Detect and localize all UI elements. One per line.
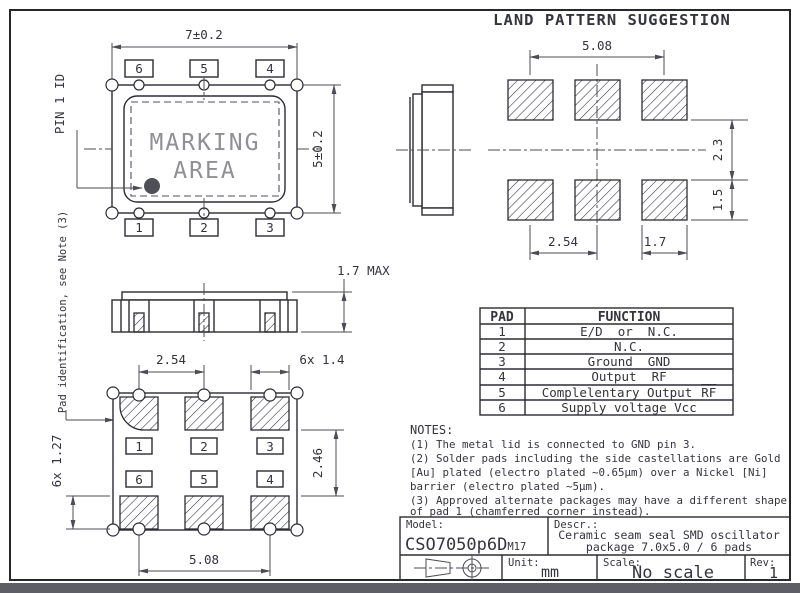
bottom-pad-label-3: 3 [266,439,274,454]
dim-lp-pitch: 2.54 [547,234,579,249]
table-row-pad: 5 [498,385,506,400]
dim-bottom-span: 5.08 [188,552,220,567]
bottom-pad-label-1: 1 [135,439,143,454]
table-row-pad: 3 [498,354,506,369]
note-line: (3) Approved alternate packages may have a different shape [410,494,788,507]
pin-label-5: 5 [200,61,208,76]
dim-front-height: 1.7 MAX [337,263,390,278]
dim-lp-gap: 2.3 [710,138,725,162]
table-row-func: N.C. [613,339,645,354]
pin-label-1: 1 [135,220,143,235]
pin-label-2: 2 [200,220,208,235]
table-header-function: FUNCTION [597,310,661,325]
model-suffix: M17 [507,541,527,553]
note-line: (1) The metal lid is connected to GND pin 3. [410,438,697,451]
pin-label-3: 3 [266,220,274,235]
table-row-pad: 6 [498,400,506,415]
rev-label: Rev: [750,557,776,569]
dim-lp-span: 5.08 [581,38,613,53]
bottom-pad-label-2: 2 [200,439,208,454]
notes-title: NOTES: [410,423,454,437]
pin-label-6: 6 [135,61,143,76]
table-row-pad: 4 [498,369,506,384]
dim-top-height: 5±0.2 [310,130,325,168]
descr-label: Descr.: [554,519,599,531]
table-row-func: Supply voltage Vcc [561,400,697,415]
pin1-id-dot [144,178,160,194]
dim-lp-pad-height: 1.5 [710,188,725,212]
bottom-pad-label-5: 5 [200,472,208,487]
table-row-func: Ground GND [587,354,671,369]
note-line: barrier (electro plated ~5μm). [410,480,606,493]
rev-value: 1 [768,564,778,582]
unit-value: mm [540,563,560,581]
note-line: of pad 1 (chamferred corner instead). [410,505,651,518]
pin-label-4: 4 [266,61,274,76]
dim-pad-width: 6x 1.4 [299,352,345,367]
note-line: [Au] plated (electro plated ~0.65μm) over a Nickel [Ni] [410,466,768,479]
note-line: (2) Solder pads including the side castellations are Gold [410,452,781,465]
bottom-window-strip [0,583,800,593]
unit-label: Unit: [508,557,540,569]
scale-value: No scale [632,563,714,583]
marking-area-line2: AREA [173,158,237,184]
model-main: CSO7050p6D [405,535,508,555]
dim-top-width: 7±0.2 [185,27,223,42]
table-row-pad: 1 [498,324,506,339]
func-overline-text: RF [701,385,717,400]
table-header-pad: PAD [490,310,514,325]
descr-line2: package 7.0x5.0 / 6 pads [585,540,753,554]
table-row-func [542,385,717,400]
land-pattern-title: LAND PATTERN SUGGESTION [493,11,731,29]
scale-label: Scale: [603,557,641,569]
pad-identification-label: Pad identification, see Note (3) [57,210,69,414]
bottom-pad-label-4: 4 [266,472,274,487]
marking-area-line1: MARKING [149,130,261,156]
dim-inner-gap: 2.46 [310,447,325,479]
table-row-func: Output RF [591,369,667,384]
table-row-pad: 2 [498,339,506,354]
table-row-func: E/D or N.C. [580,324,678,339]
dim-pad-height: 6x 1.27 [49,434,64,488]
model-label: Model: [406,519,444,531]
dim-bottom-pitch: 2.54 [155,352,187,367]
pin1-id-label: PIN 1 ID [52,73,67,135]
descr-line1: Ceramic seam seal SMD oscillator [558,528,780,542]
dim-lp-pad-width: 1.7 [643,234,667,249]
bottom-pad-label-6: 6 [135,472,143,487]
func-text: Complelentary Output [541,385,693,400]
